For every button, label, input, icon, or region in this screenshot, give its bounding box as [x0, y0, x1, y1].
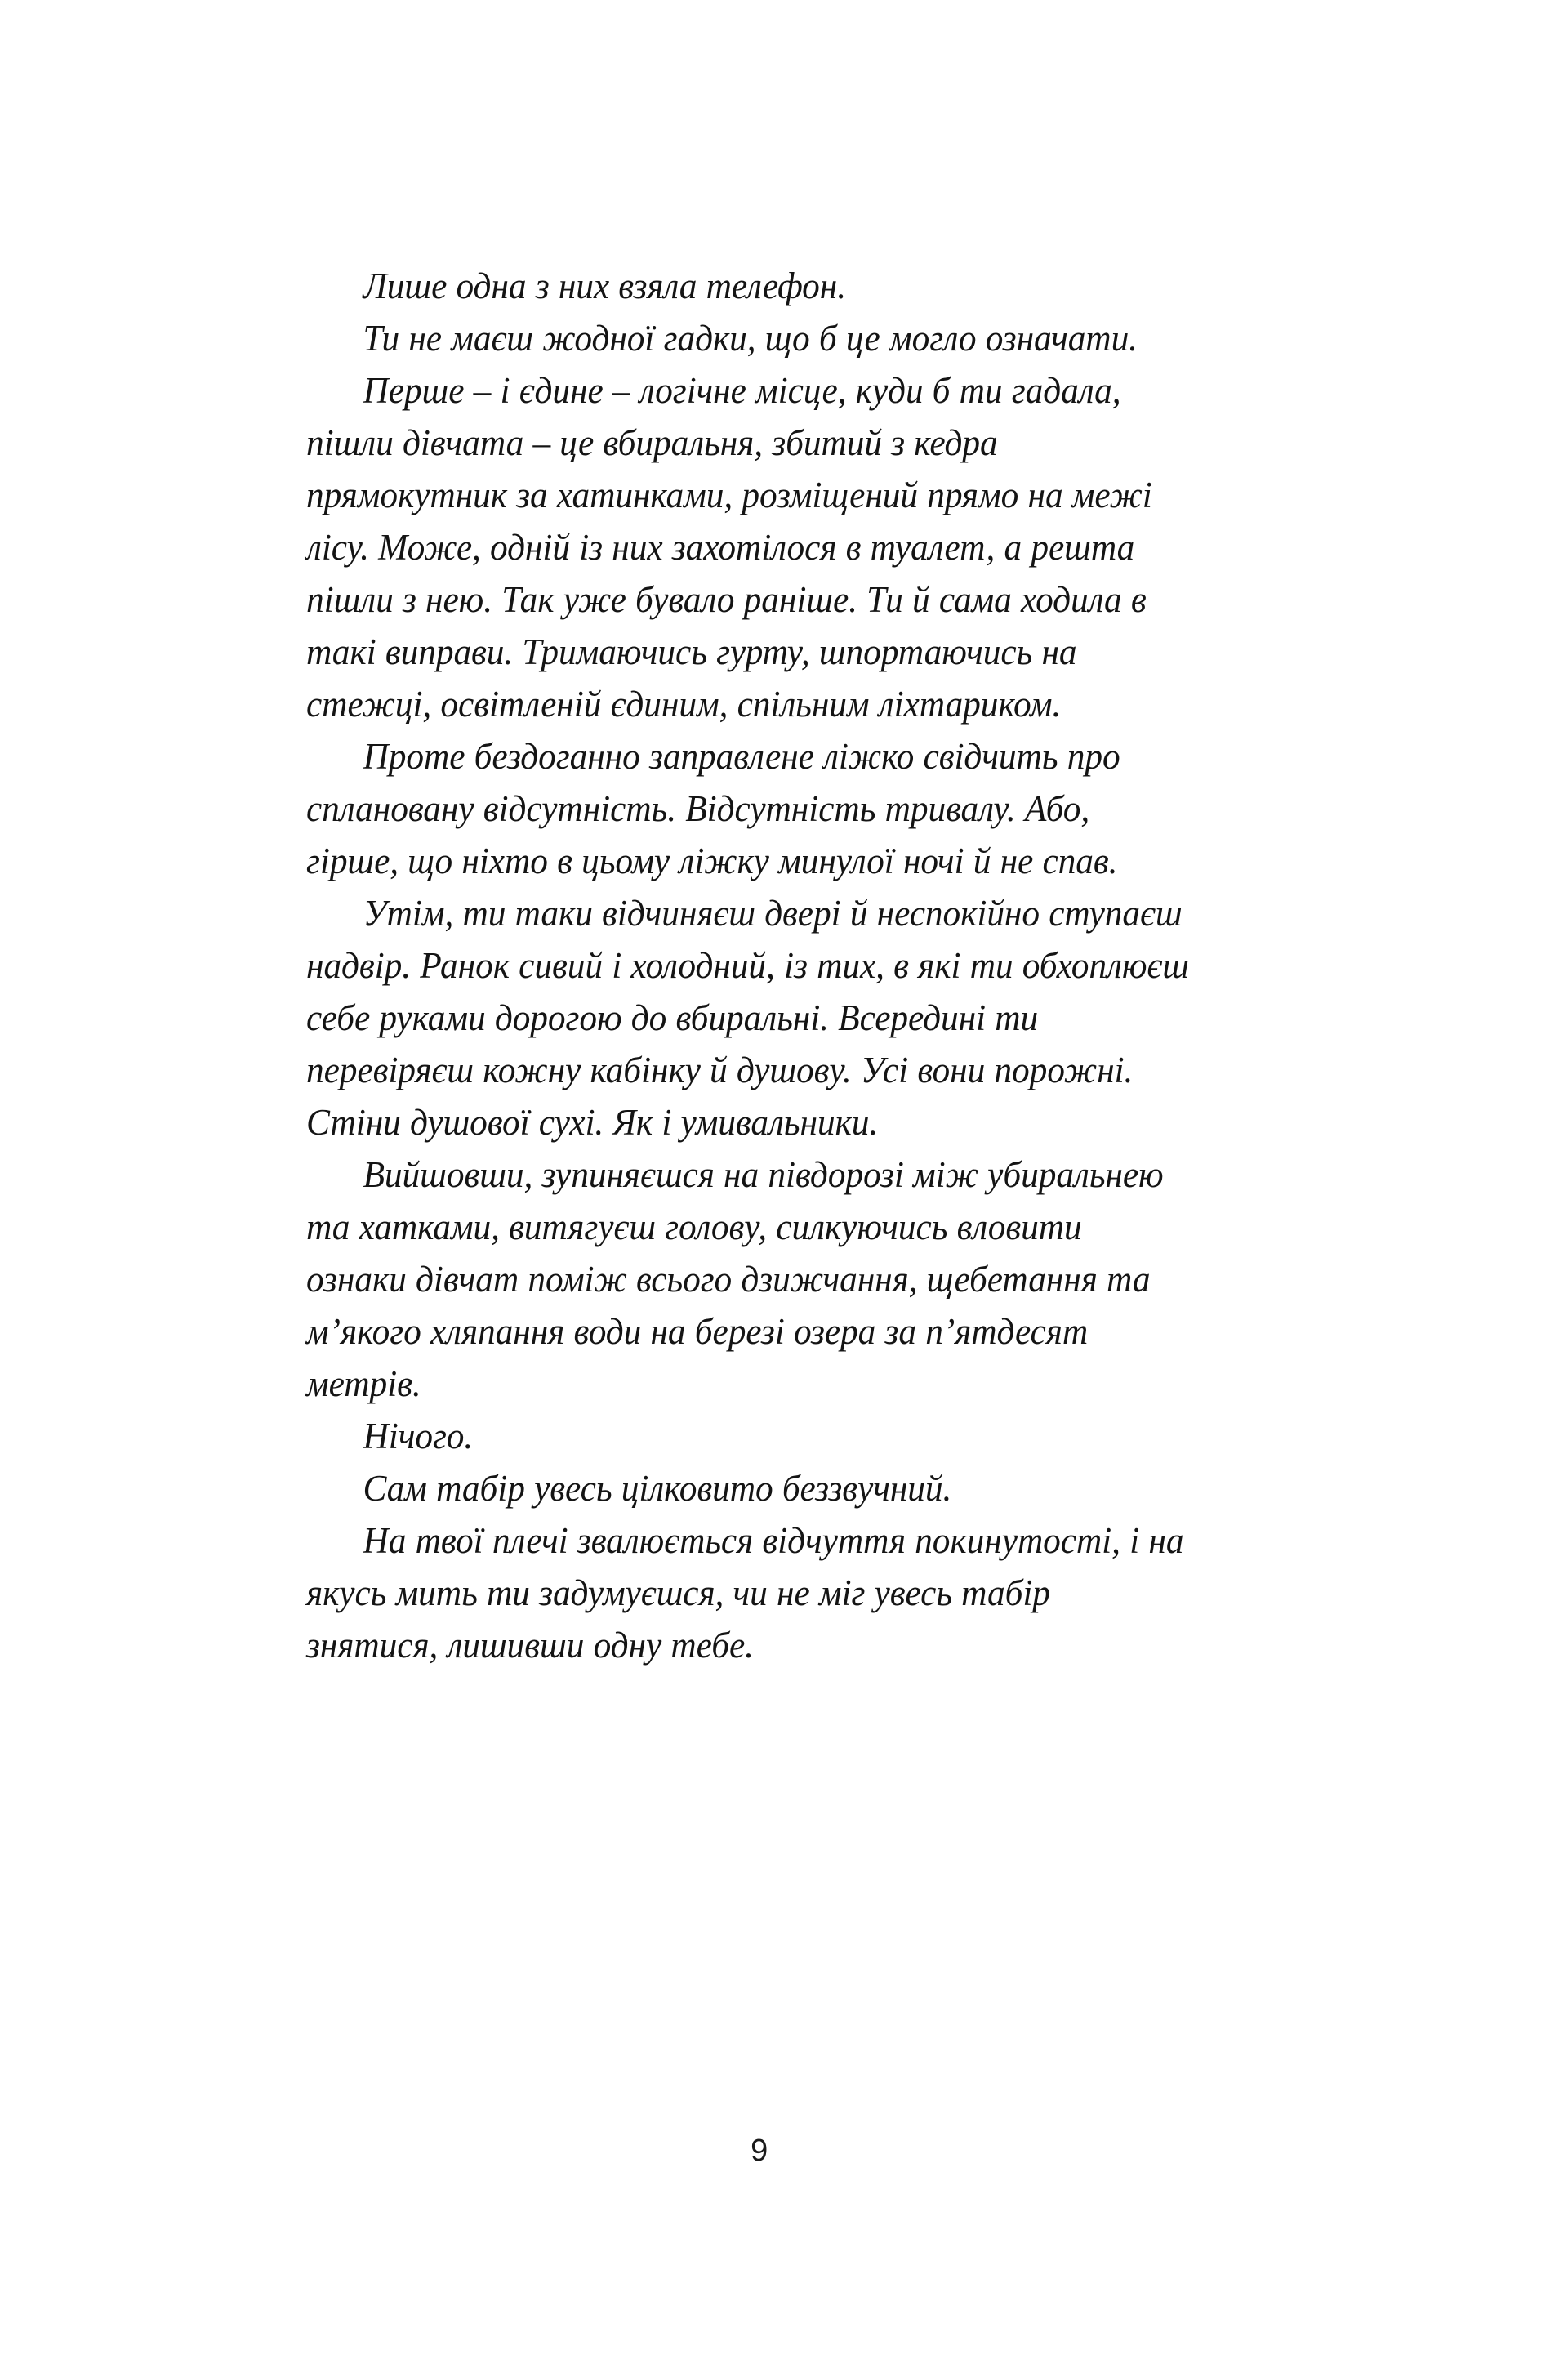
paragraph: Вийшовши, зупиняєшся на півдорозі між убиральнею та хатками, витягуєш голову, силкуючись вловити ознаки дівчат поміж всього дзижчання, щебетання та м’якого хляпання води на березі озера за п’ятдесят метрів.: [306, 1154, 1164, 1404]
body-text-block: [306, 260, 1191, 1671]
paragraph: Нічого.: [363, 1416, 474, 1456]
paragraph: На твої плечі звалюється відчуття покинутості, і на якусь мить ти задумуєшся, чи не міг увесь табір знятися, лишивши одну тебе.: [306, 1520, 1184, 1666]
paragraph: Проте бездоганно заправлене ліжко свідчить про сплановану відсутність. Відсутність тривалу. Або, гірше, що ніхто в цьому ліжку минулої ночі й не спав.: [306, 736, 1120, 881]
paragraph: Лише одна з них взяла телефон.: [363, 265, 847, 306]
paragraph: Ти не маєш жодної гадки, що б це могло означати.: [363, 318, 1138, 359]
paragraph: Утім, ти таки відчиняєш двері й неспокійно ступаєш надвір. Ранок сивий і холодний, із тих, в які ти обхоплюєш себе руками дорогою до вбиральні. Всередині ти перевіряєш кожну кабінку й душову. Усі вони порожні. Стіни душової сухі. Як і умивальники.: [306, 893, 1189, 1143]
page-number: 9: [751, 2134, 768, 2168]
paragraph: Перше – і єдине – логічне місце, куди б ти гадала, пішли дівчата – це вбиральня, збитий з кедра прямокутник за хатинками, розміщений прямо на межі лісу. Може, одній із них захотілося в туалет, а решта пішли з нею. Так уже бувало раніше. Ти й сама ходила в такі виправи. Тримаючись гурту, шпортаючись на стежці, освітленій єдиним, спільним ліхтариком.: [306, 370, 1152, 725]
paragraph: Сам табір увесь цілковито беззвучний.: [363, 1468, 952, 1509]
